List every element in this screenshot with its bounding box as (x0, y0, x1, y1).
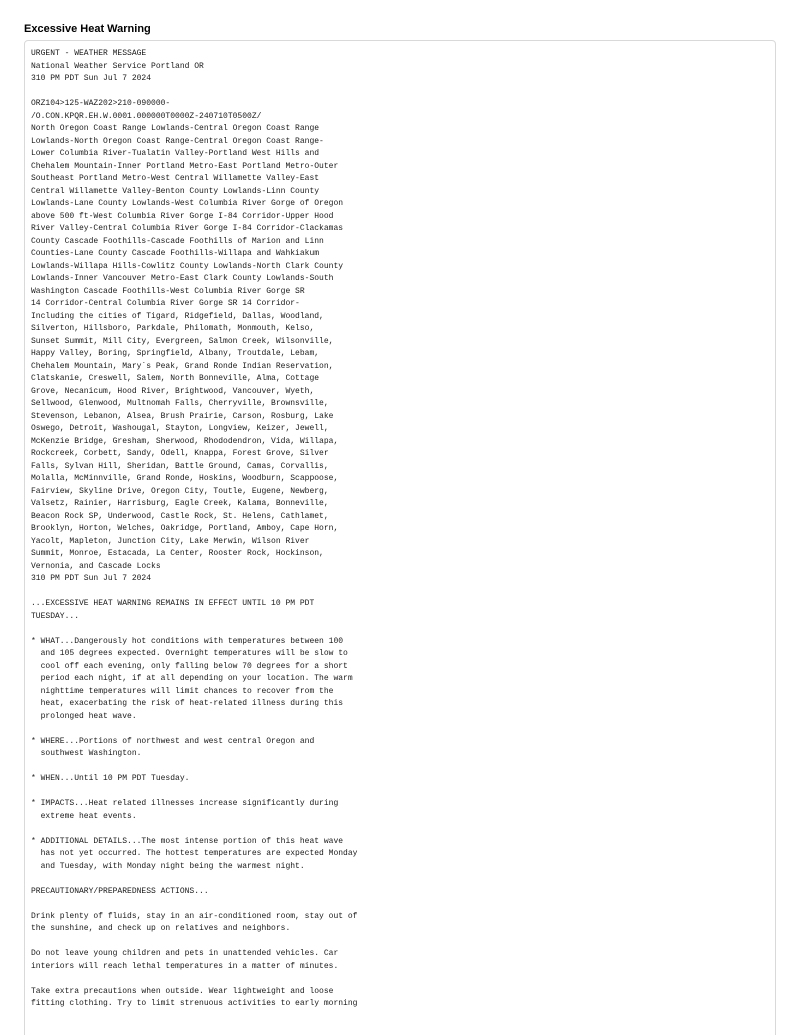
weather-message-panel[interactable] (24, 40, 776, 1035)
weather-message-text: URGENT - WEATHER MESSAGE National Weather Service Portland OR 310 PM PDT Sun Jul 7 2024 ORZ104>125-WAZ202>210-090000- /O.CON.KPQR.EH.W.0001.000000T0000Z-240710T0500Z/ North Oregon Coast Range Lowlands-Central Oregon Coast Range Lowlands-North Oregon Coast Range-Central Oregon Coast Range- Lower Columbia River-Tualatin Valley-Portland West Hills and Chehalem Mountain-Inner Portland Metro-East Portland Metro-Outer Southeast Portland Metro-West Central Willamette Valley-East Central Willamette Valley-Benton County Lowlands-Linn County Lowlands-Lane County Lowlands-West Columbia River Gorge of Oregon above 500 ft-West Columbia River Gorge I-84 Corridor-Upper Hood River Valley-Central Columbia River Gorge I-84 Corridor-Clackamas County Cascade Foothills-Cascade Foothills of Marion and Linn Counties-Lane County Cascade Foothills-Willapa and Wahkiakum Lowlands-Willapa Hills-Cowlitz County Lowlands-North Clark County Lowlands-Inner Vancouver Metro-East Clark County Lowlands-South Washington Cascade Foothills-West Columbia River Gorge SR 14 Corridor-Central Columbia River Gorge SR 14 Corridor- Including the cities of Tigard, Ridgefield, Dallas, Woodland, Silverton, Hillsboro, Parkdale, Philomath, Monmouth, Kelso, Sunset Summit, Mill City, Evergreen, Salmon Creek, Wilsonville, Happy Valley, Boring, Springfield, Albany, Troutdale, Lebam, Chehalem Mountain, Mary`s Peak, Grand Ronde Indian Reservation, Clatskanie, Creswell, Salem, North Bonneville, Alma, Cottage Grove, Necanicum, Hood River, Brightwood, Vancouver, Wyeth, Sellwood, Glenwood, Multnomah Falls, Cherryville, Brownsville, Stevenson, Lebanon, Alsea, Brush Prairie, Carson, Rosburg, Lake Oswego, Detroit, Washougal, Stayton, Longview, Keizer, Jewell, McKenzie Bridge, Gresham, Sherwood, Rhododendron, Vida, Willapa, Rockcreek, Corbett, Sandy, Odell, Knappa, Forest Grove, Silver Falls, Sylvan Hill, Sheridan, Battle Ground, Camas, Corvallis, Molalla, McMinnville, Grand Ronde, Hoskins, Woodburn, Scappoose, Fairview, Skyline Drive, Oregon City, Toutle, Eugene, Newberg, Valsetz, Rainier, Harrisburg, Eagle Creek, Kalama, Bonneville, Beacon Rock SP, Underwood, Castle Rock, St. Helens, Cathlamet, Brooklyn, Horton, Welches, Oakridge, Portland, Amboy, Cape Horn, Yacolt, Mapleton, Junction City, Lake Merwin, Wilson River Summit, Monroe, Estacada, La Center, Rooster Rock, Hockinson, Vernonia, and Cascade Locks 310 PM PDT Sun Jul 7 2024 ...EXCESSIVE HEAT WARNING REMAINS IN EFFECT UNTIL 10 PM PDT TUESDAY... * WHAT...Dangerously hot conditions with temperatures between 100 and 105 degrees expected. Overnight temperatures will be slow to cool off each evening, only falling below 70 degrees for a short period each night, if at all depending on your location. The warm nighttime temperatures will limit chances to recover from the heat, exacerbating the risk of heat-related illness during this prolonged heat wave. * WHERE...Portions of northwest and west central Oregon and southwest Washington. * WHEN...Until 10 PM PDT Tuesday. * IMPACTS...Heat related illnesses increase significantly during extreme heat events. * ADDITIONAL DETAILS...The most intense portion of this heat wave has not yet occurred. The hottest temperatures are expected Monday and Tuesday, with Monday night being the warmest night. PRECAUTIONARY/PREPAREDNESS ACTIONS... Drink plenty of fluids, stay in an air-conditioned room, stay out of the sunshine, and check up on relatives and neighbors. Do not leave young children and pets in unattended vehicles. Car interiors will reach lethal temperatures in a matter of minutes. Take extra precautions when outside. Wear lightweight and loose fitting clothing. Try to limit strenuous activities to early morning (31, 49, 358, 1008)
page-title: Excessive Heat Warning (24, 23, 151, 35)
